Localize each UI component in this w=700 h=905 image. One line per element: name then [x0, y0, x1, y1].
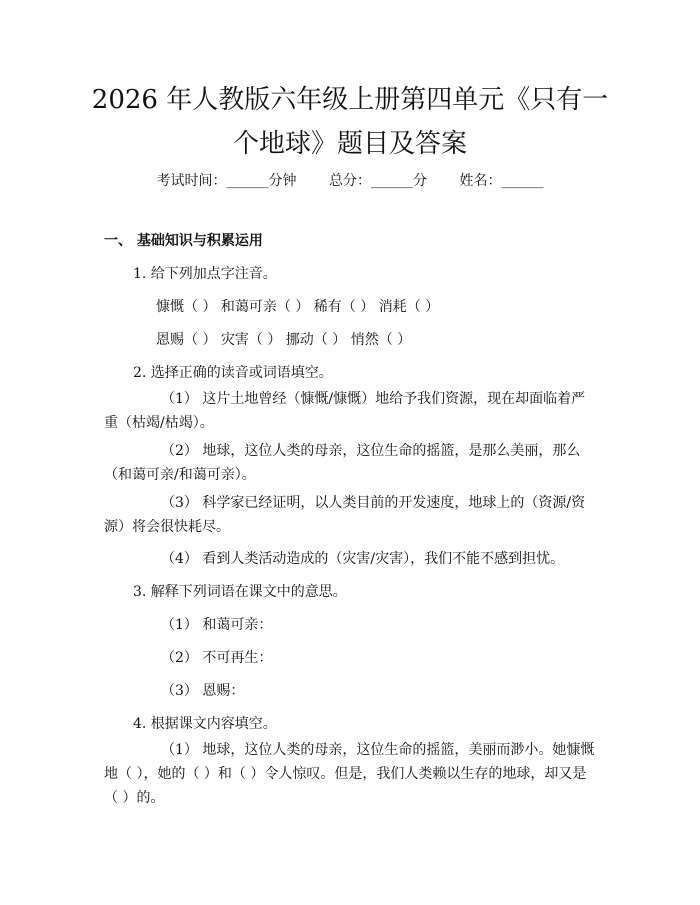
- question-2-item-1: （1） 这片土地曾经（慷慨/慷慨）地给予我们资源，现在却面临着严重（枯竭/枯竭）。: [104, 391, 586, 431]
- document-title: [80, 78, 620, 166]
- question-3-item-2: （2） 不可再生：: [161, 650, 273, 666]
- question-4-stem: 4. 根据课文内容填空。: [133, 716, 277, 732]
- question-1-stem: 1. 给下列加点字注音。: [133, 266, 277, 282]
- question-1-row-2: 恩赐（ ） 灾害（ ） 挪动（ ） 悄然（ ）: [156, 332, 412, 348]
- exam-time: 考试时间：______分钟: [156, 173, 297, 189]
- title-line-2: 个地球》题目及答案: [232, 129, 467, 159]
- question-1-row-1: 慷慨（ ） 和蔼可亲（ ） 稀有（ ） 消耗（ ）: [156, 299, 440, 315]
- exam-meta: [0, 170, 700, 190]
- question-2-item-2: （2） 地球，这位人类的母亲，这位生命的摇篮，是那么美丽，那么（和蔼可亲/和蔼可亲）。: [104, 443, 581, 483]
- student-name: 姓名：______: [459, 173, 544, 189]
- question-2-item-3: （3） 科学家已经证明，以人类目前的开发速度，地球上的（资源/资源）将会很快耗尽。: [104, 495, 586, 535]
- question-3-stem: 3. 解释下列词语在课文中的意思。: [133, 584, 347, 600]
- section-heading: 一、 基础知识与积累运用: [104, 233, 263, 249]
- question-3-item-3: （3） 恩赐：: [161, 683, 245, 699]
- question-2-stem: 2. 选择正确的读音或词语填空。: [133, 365, 333, 381]
- title-line-1: 2026 年人教版六年级上册第四单元《只有一: [91, 85, 609, 115]
- question-3-item-1: （1） 和蔼可亲：: [161, 617, 273, 633]
- total-score: 总分：______分: [329, 173, 427, 189]
- question-4-item-1: （1） 地球，这位人类的母亲，这位生命的摇篮，美丽而渺小。她慷慨地（ ），她的（ ）和（ ）令人惊叹。但是，我们人类赖以生存的地球，却又是（ ）的。: [104, 742, 595, 806]
- question-2-item-4: （4） 看到人类活动造成的（灾害/灾害），我们不能不感到担忧。: [161, 551, 565, 567]
